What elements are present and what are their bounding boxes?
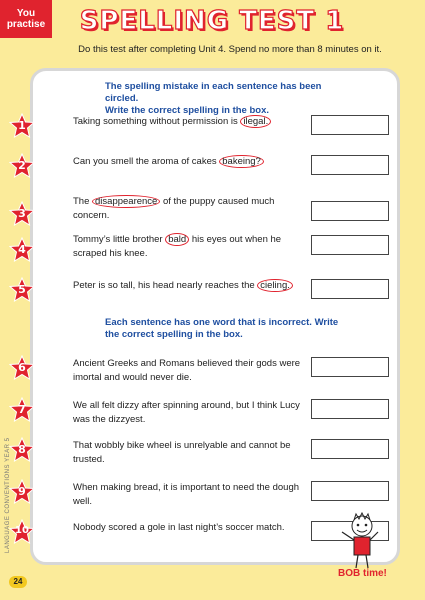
you-practise-tag: [0, 0, 52, 38]
question-number: 4: [18, 243, 26, 256]
question-text: [73, 115, 313, 129]
answer-box[interactable]: [311, 481, 389, 501]
question-text: [73, 233, 313, 261]
tag-line-2: practise: [6, 19, 46, 30]
question-number: 10: [15, 525, 29, 536]
question-text: [73, 279, 313, 293]
question-number: 8: [18, 443, 26, 456]
answer-box[interactable]: [311, 439, 389, 459]
answer-box[interactable]: [311, 115, 389, 135]
page-number: 24: [9, 576, 27, 588]
section-2-heading-line-1: Each sentence has one word that is incorrect. Write: [105, 317, 339, 328]
question-2: [9, 151, 417, 187]
answer-box[interactable]: [311, 357, 389, 377]
question-number: 9: [18, 485, 26, 498]
question-5: [9, 275, 417, 311]
answer-box[interactable]: [311, 235, 389, 255]
section-2-heading-line-2: the correct spelling in the box.: [105, 329, 243, 340]
text-after: of the puppy caused much concern.: [73, 196, 275, 221]
text-before: Can you smell the aroma of cakes: [73, 156, 220, 167]
question-number: 5: [18, 283, 26, 296]
text-before: Taking something without permission is: [73, 116, 241, 127]
question-7: [9, 395, 417, 431]
question-text: Nobody scored a gole in last night’s soccer match.: [73, 522, 285, 533]
page-title: SPELLING TEST 1: [79, 6, 345, 36]
section-2-heading: [105, 317, 365, 341]
answer-box[interactable]: [311, 201, 389, 221]
circled-word: disappearence: [92, 195, 160, 208]
answer-box[interactable]: [311, 155, 389, 175]
question-6: [9, 353, 417, 389]
tag-line-1: You: [16, 8, 36, 19]
question-text: [73, 195, 313, 223]
question-number: 2: [18, 159, 26, 172]
question-text: Ancient Greeks and Romans believed their gods were imortal and would never die.: [73, 358, 301, 383]
circled-word: bald: [165, 233, 189, 246]
question-number: 1: [18, 119, 26, 132]
answer-box[interactable]: [311, 399, 389, 419]
text-before: The: [73, 196, 93, 207]
section-1-heading-line-1: The spelling mistake in each sentence has been circled.: [105, 81, 322, 104]
section-1-heading-line-2: Write the correct spelling in the box.: [105, 105, 269, 116]
question-number: 6: [18, 361, 26, 374]
question-text: That wobbly bike wheel is unrelyable and cannot be trusted.: [73, 440, 291, 465]
side-footer-text: LANGUAGE CONVENTIONS YEAR 5: [5, 437, 11, 553]
bob-character-icon: [338, 512, 382, 572]
circled-word: bakeing?: [219, 155, 264, 168]
circled-word: ilegal.: [240, 115, 271, 128]
question-number: 3: [18, 207, 26, 220]
question-text: [73, 155, 313, 169]
circled-word: cieling.: [257, 279, 293, 292]
question-1: [9, 111, 417, 147]
bob-time-label: BOB time!: [338, 568, 387, 579]
question-4: [9, 229, 417, 265]
question-8: [9, 435, 417, 471]
test-card: [15, 68, 400, 565]
question-text: We all felt dizzy after spinning around, but I think Lucy was the dizzyest.: [73, 400, 300, 425]
answer-box[interactable]: [311, 279, 389, 299]
text-before: Tommy’s little brother: [73, 234, 166, 245]
question-9: [9, 477, 417, 513]
text-before: Peter is so tall, his head nearly reaches the: [73, 280, 258, 291]
question-3: [9, 191, 417, 227]
question-number: 7: [18, 403, 26, 416]
text-after: his eyes out when he scraped his knee.: [73, 234, 282, 259]
instruction-text: Do this test after completing Unit 4. Spend no more than 8 minutes on it.: [78, 44, 382, 55]
question-text: When making bread, it is important to need the dough well.: [73, 482, 300, 507]
